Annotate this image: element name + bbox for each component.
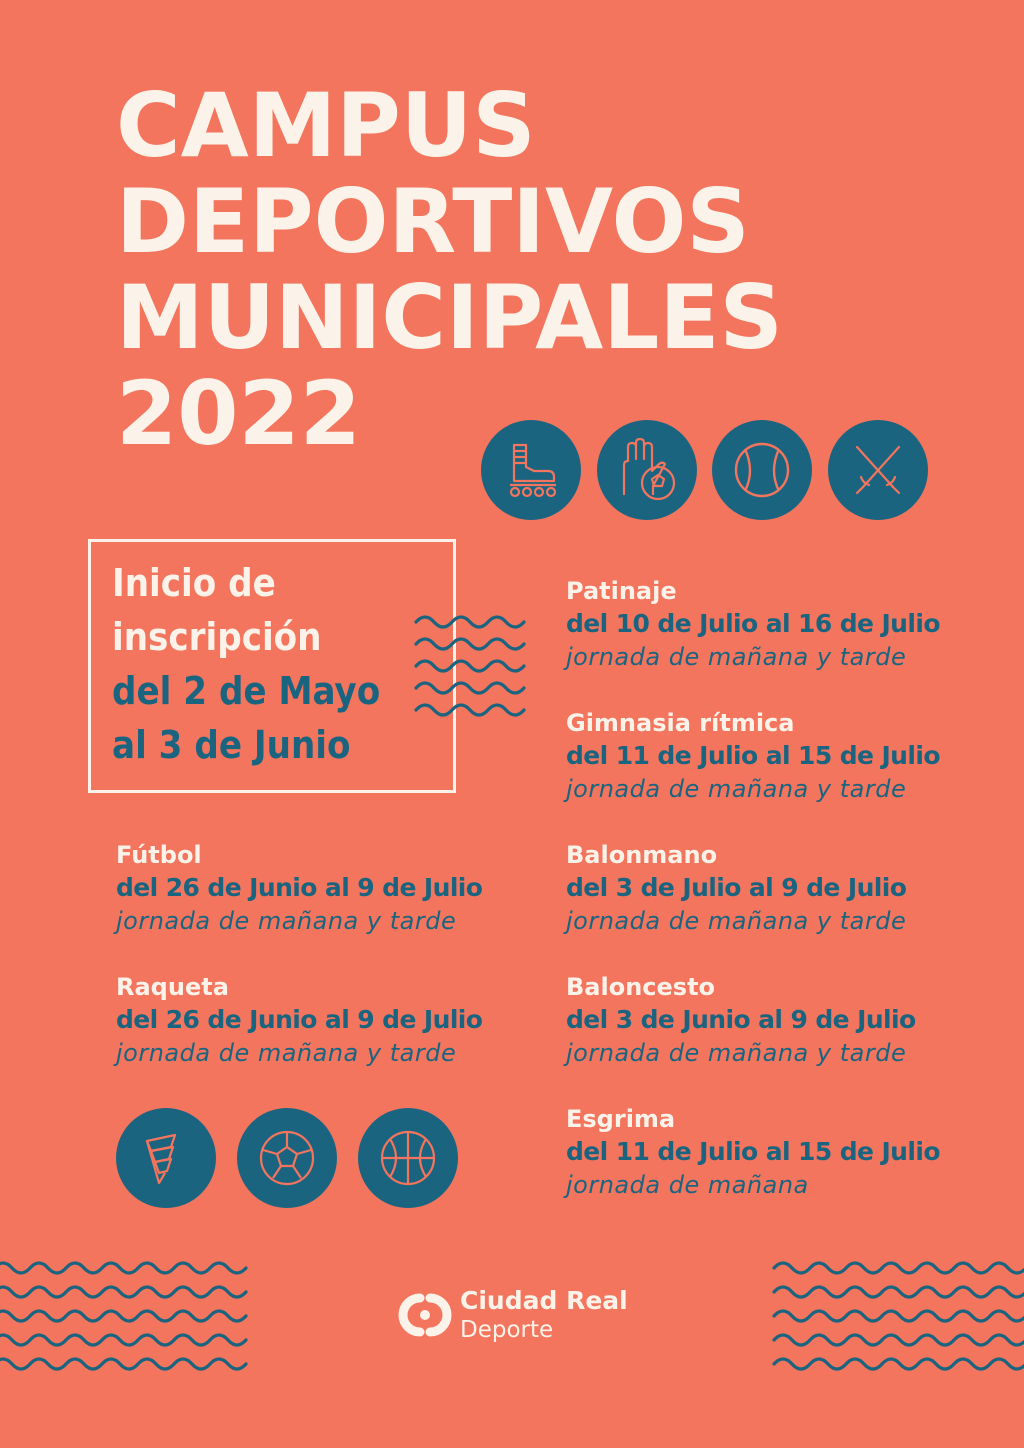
event-futbol (116, 838, 482, 938)
event-schedule: jornada de mañana y tarde (566, 643, 907, 671)
event-schedule: jornada de mañana y tarde (116, 907, 457, 935)
logo-mark-icon (398, 1288, 452, 1342)
tennis-ball-icon (712, 420, 812, 520)
basketball-icon (358, 1108, 458, 1208)
logo-name: Ciudad Real (460, 1286, 628, 1315)
event-name: Raqueta (116, 973, 229, 1001)
wave-decoration-center (414, 608, 530, 718)
event-name: Baloncesto (566, 973, 716, 1001)
event-dates: del 10 de Julio al 16 de Julio (566, 609, 940, 638)
event-dates: del 11 de Julio al 15 de Julio (566, 741, 940, 770)
event-name: Patinaje (566, 577, 677, 605)
event-schedule: jornada de mañana y tarde (116, 1039, 457, 1067)
inline-skate-icon (481, 420, 581, 520)
wave-decoration-bottom-left (0, 1254, 260, 1384)
registration-line-3: del 2 de Mayo (112, 669, 381, 713)
event-raqueta (116, 970, 482, 1070)
logo-sub: Deporte (460, 1317, 554, 1343)
event-schedule: jornada de mañana y tarde (566, 907, 907, 935)
event-gimnasia-ritmica (566, 706, 940, 806)
registration-line-1: Inicio de (112, 561, 276, 605)
wave-decoration-bottom-right (770, 1254, 1024, 1384)
page-title (116, 74, 783, 465)
title-line-4: 2022 (116, 362, 361, 465)
event-esgrima (566, 1102, 940, 1202)
event-dates: del 3 de Junio al 9 de Julio (566, 1005, 916, 1034)
registration-line-2: inscripción (112, 615, 322, 659)
registration-line-4: al 3 de Junio (112, 723, 351, 767)
event-name: Esgrima (566, 1105, 676, 1133)
event-dates: del 11 de Julio al 15 de Julio (566, 1137, 940, 1166)
event-dates: del 26 de Junio al 9 de Julio (116, 1005, 483, 1034)
event-dates: del 3 de Julio al 9 de Julio (566, 873, 907, 902)
title-line-2: DEPORTIVOS (116, 170, 750, 273)
title-line-3: MUNICIPALES (116, 266, 783, 369)
event-schedule: jornada de mañana (566, 1171, 809, 1199)
fencing-swords-icon (828, 420, 928, 520)
gymnastics-ribbon-icon (116, 1108, 216, 1208)
event-name: Gimnasia rítmica (566, 709, 795, 737)
event-balonmano (566, 838, 906, 938)
event-schedule: jornada de mañana y tarde (566, 1039, 907, 1067)
handball-glove-icon (597, 420, 697, 520)
event-dates: del 26 de Junio al 9 de Julio (116, 873, 483, 902)
event-baloncesto (566, 970, 916, 1070)
soccer-ball-icon (237, 1108, 337, 1208)
event-schedule: jornada de mañana y tarde (566, 775, 907, 803)
title-line-1: CAMPUS (116, 74, 536, 177)
registration-text (112, 556, 380, 772)
event-name: Balonmano (566, 841, 718, 869)
event-patinaje (566, 574, 940, 674)
ciudad-real-deporte-logo (398, 1286, 628, 1344)
event-name: Fútbol (116, 841, 202, 869)
